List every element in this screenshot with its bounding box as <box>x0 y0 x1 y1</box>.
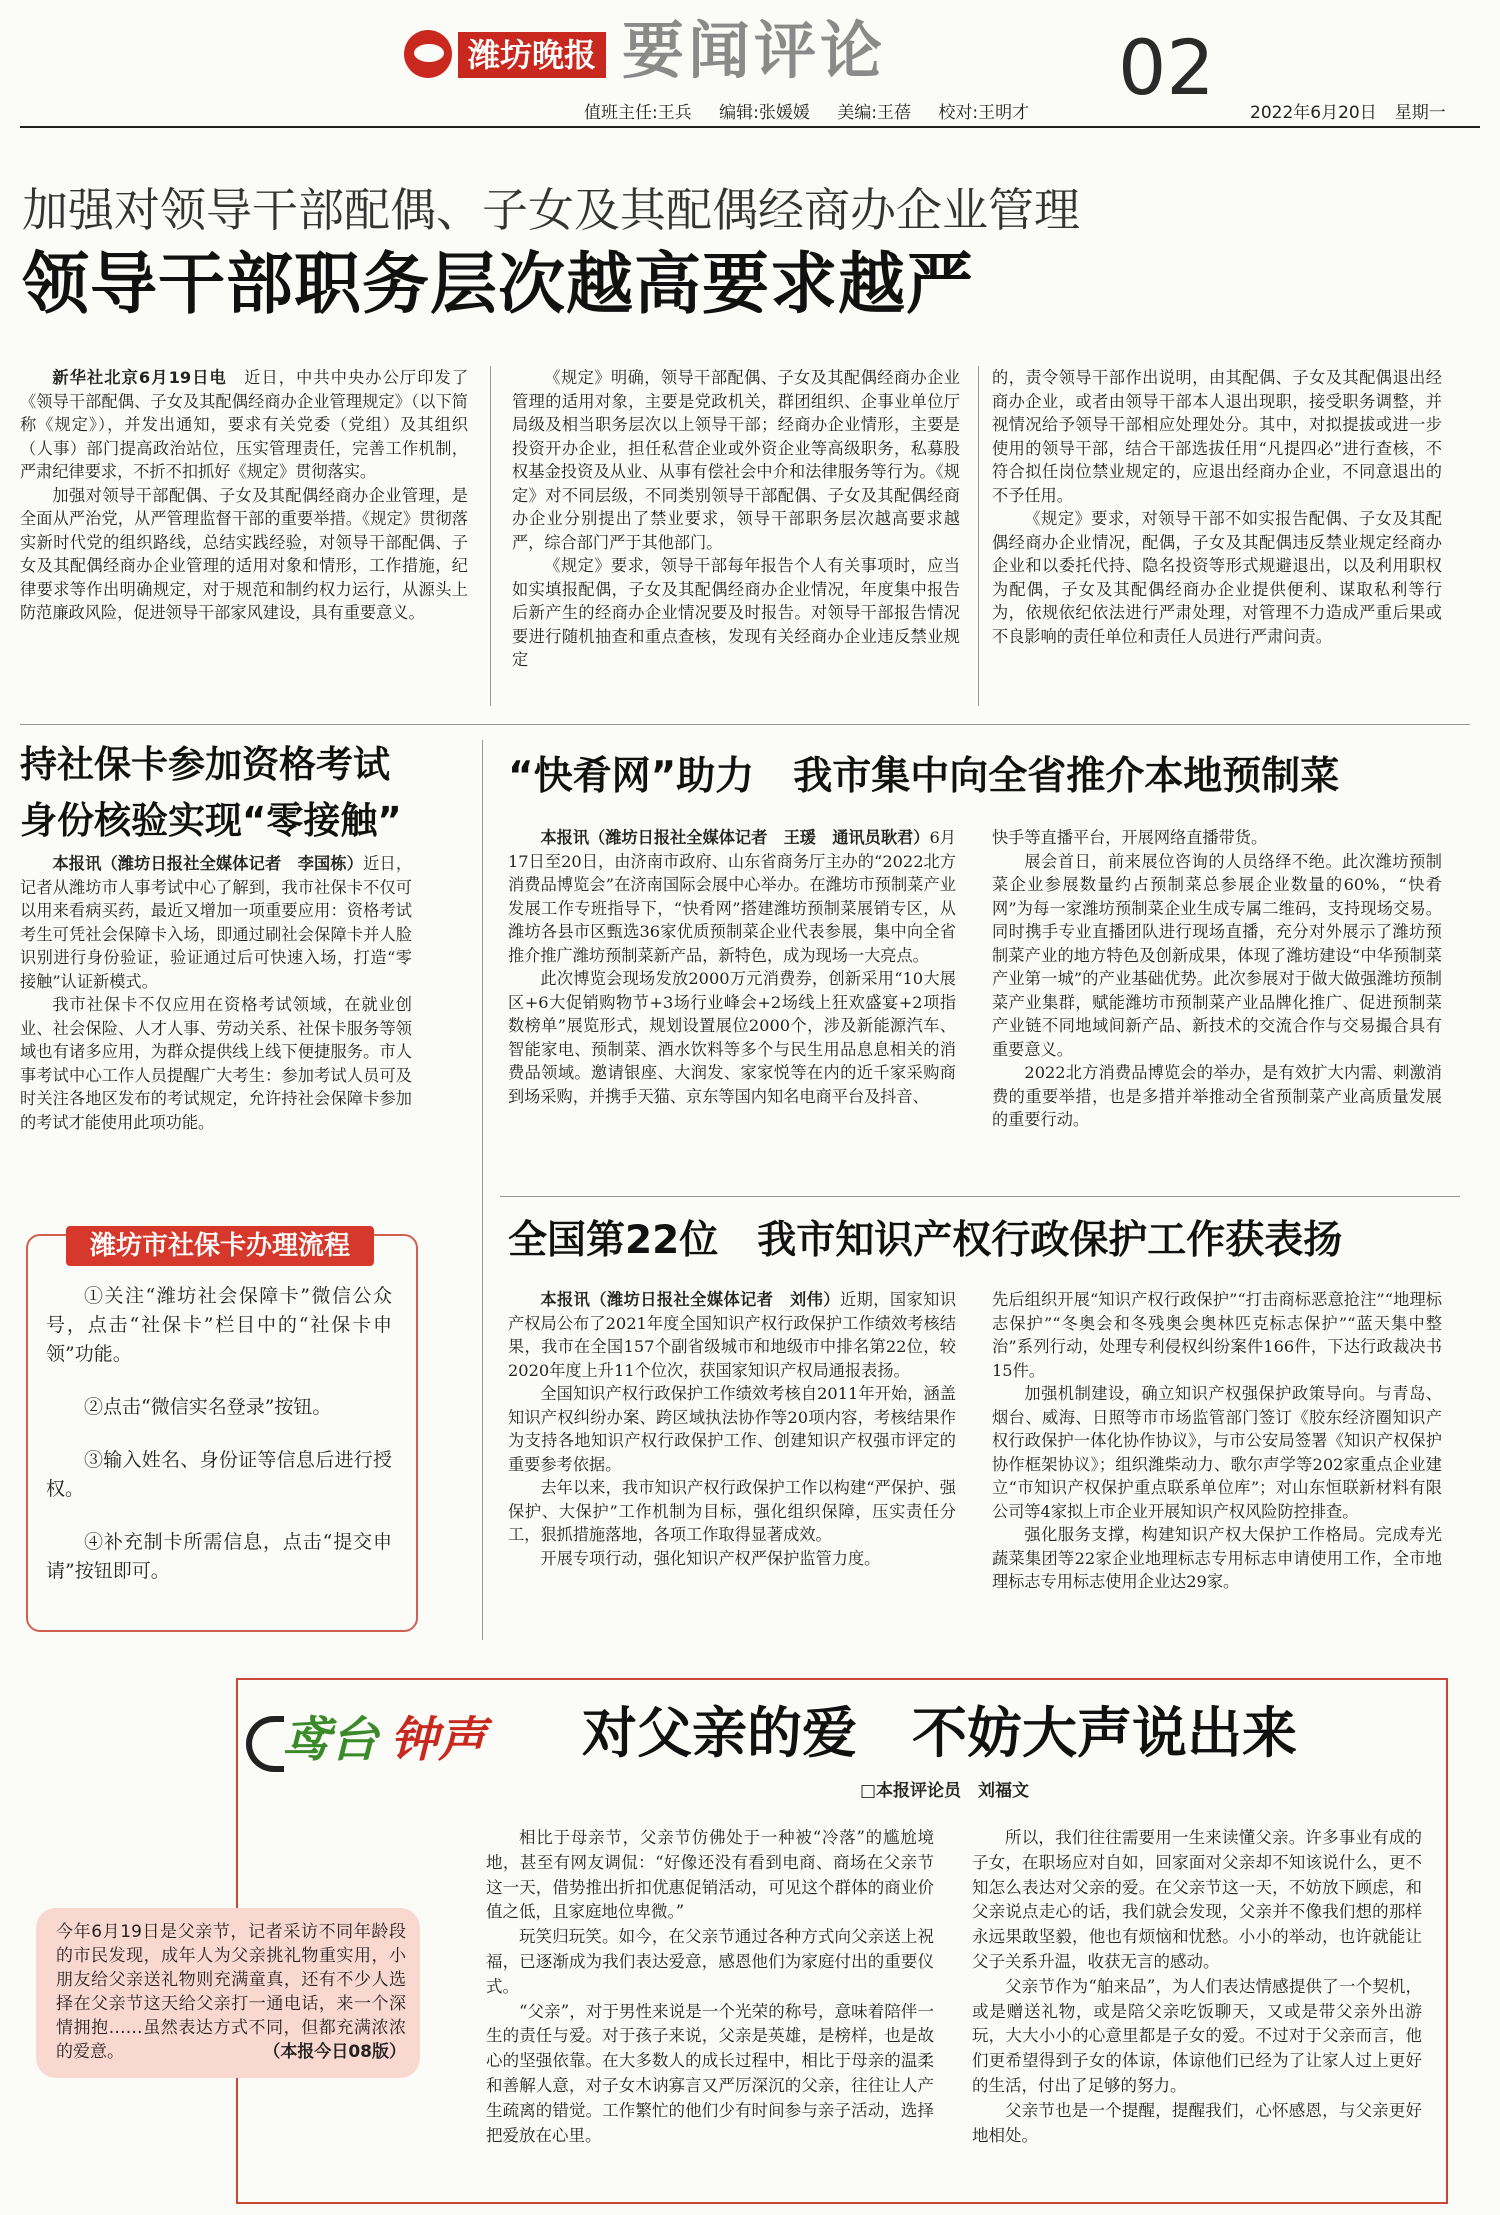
food-headline: “快肴网”助力 我市集中向全省推介本地预制菜 <box>508 754 1340 799</box>
teaser-text: 今年6月19日是父亲节，记者采访不同年龄段的市民发现，成年人为父亲挑礼物重实用，小朋友给父亲送礼物则充满童真，还有不少人选择在父亲节这天给父亲打一通电话，来一个深情拥抱……虽然表达方式不同，但都充满浓浓的爱意。 <box>56 1922 406 2062</box>
ip-paragraph: 全国知识产权行政保护工作绩效考核自2011年开始，涵盖知识产权纠纷办案、跨区域执法协作等20项内容，考核结果作为支持各地知识产权行政保护工作、创建知识产权强市评定的重要参考依据。 <box>508 1384 956 1474</box>
ip-paragraph: 加强机制建设，确立知识产权强保护政策导向。与青岛、烟台、威海、日照等市市场监管部门签订《胶东经济圈知识产权行政保护一体化协作协议》，与市公安局签署《知识产权保护协作框架协议》；组织潍柴动力、歌尔声学等202家重点企业建立“市知识产权保护重点联系单位库”；对山东恒联新材料有限公司等4家拟上市企业开展知识产权风险防控排查。 <box>992 1384 1442 1521</box>
editorial-column-1 <box>486 1826 934 2148</box>
editorial-paragraph: 所以，我们往往需要用一生来读懂父亲。许多事业有成的子女，在职场应对自如，回家面对父亲却不知该说什么，更不知怎么表达对父亲的爱。在父亲节这一天，不妨放下顾虑，和父亲说点走心的话，我们就会发现，父亲并不像我们想的那样永远果敢坚毅，他也有烦恼和忧愁。小小的举动，也许就能让父子关系升温，收获无言的感动。 <box>972 1828 1422 1971</box>
social-headline-line2: 身份核验实现“零接触” <box>20 799 402 842</box>
dateline: 新华社北京6月19日电 <box>52 368 227 387</box>
editorial-headline: 对父亲的爱 不妨大声说出来 <box>582 1701 1298 1765</box>
lead-column-1 <box>20 366 468 625</box>
food-column-2 <box>992 826 1442 1132</box>
editor-credit: 校对:王明才 <box>938 103 1030 123</box>
brand-text-red: 钟声 <box>390 1712 487 1768</box>
food-paragraph: 2022北方消费品博览会的举办，是有效扩大内需、刺激消费的重要举措，也是多措并举推动全省预制菜产业高质量发展的重要行动。 <box>992 1063 1442 1129</box>
social-paragraph: 我市社保卡不仅应用在资格考试领域，在就业创业、社会保险、人才人事、劳动关系、社保卡服务等领域也有诸多应用，为群众提供线上线下便捷服务。市人事考试中心工作人员提醒广大考生：参加考试人员可及时关注各地区发布的考试规定，允许持社会保障卡参加的考试才能使用此项功能。 <box>20 995 412 1132</box>
page-number: 02 <box>1118 23 1215 112</box>
father-day-teaser[interactable] <box>36 1908 420 2078</box>
editorial-paragraph: “父亲”，对于男性来说是一个光荣的称号，意味着陪伴一生的责任与爱。对于孩子来说，父亲是英雄，是榜样，也是故心的坚强依靠。在大多数人的成长过程中，相比于母亲的温柔和善解人意，对子女木讷寡言又严厉深沉的父亲，往往让人产生疏离的错觉。工作繁忙的他们少有时间参与亲子活动，选择把爱放在心里。 <box>486 2001 934 2145</box>
process-step: ④补充制卡所需信息，点击“提交申请”按钮即可。 <box>46 1531 392 1582</box>
process-title: 潍坊市社保卡办理流程 <box>66 1226 374 1266</box>
process-step: ②点击“微信实名登录”按钮。 <box>84 1396 332 1418</box>
editorial-paragraph: 父亲节作为“舶来品”，为人们表达情感提供了一个契机，或是赠送礼物，或是陪父亲吃饭聊天，又或是带父亲外出游玩，大大小小的心意里都是子女的爱。不过对于父亲而言，他们更希望得到子女的体谅，体谅他们已经为了让家人过上更好的生活，付出了足够的努力。 <box>972 1976 1422 2095</box>
editorial-paragraph: 父亲节也是一个提醒，提醒我们，心怀感恩，与父亲更好地相处。 <box>972 2100 1422 2145</box>
process-step: ③输入姓名、身份证等信息后进行授权。 <box>46 1449 392 1500</box>
food-paragraph: 此次博览会现场发放2000万元消费券，创新采用“10大展区+6大促销购物节+3场行业峰会+2场线上狂欢盛宴+2项指数榜单”展览形式，规划设置展位2000个，涉及新能源汽车、智能家电、预制菜、酒水饮料等多个与民生用品息息相关的消费品领域。邀请银座、大润发、家家悦等在内的近千家采购商到场采购，并携手天猫、京东等国内知名电商平台及抖音、 <box>508 969 956 1106</box>
social-body <box>20 852 412 1134</box>
lead-column-3 <box>992 366 1442 648</box>
lead-paragraph: 近日，中共中央办公厅印发了《领导干部配偶、子女及其配偶经商办企业管理规定》（以下简称《规定》），并发出通知，要求有关党委（党组）及其组织（人事）部门提高政治站位，压实管理责任，完善工作机制，严肃纪律要求，不折不扣抓好《规定》贯彻落实。 <box>20 368 469 481</box>
lead-paragraph: 加强对领导干部配偶、子女及其配偶经商办企业管理，是全面从严治党，从严管理监督干部的重要举措。《规定》贯彻落实新时代党的组织路线，总结实践经验，对领导干部配偶、子女及其配偶经商办企业管理的适用对象和情形，工作措施，纪律要求等作出明确规定，对于规范和制约权力运行，从源头上防范廉政风险，促进领导干部家风建设，具有重要意义。 <box>20 485 468 622</box>
bell-icon <box>246 1716 284 1772</box>
paper-name: 潍坊晚报 <box>458 32 606 78</box>
social-byline: 本报讯（潍坊日报社全媒体记者 李国栋） <box>52 854 364 873</box>
ip-paragraph: 强化服务支撑，构建知识产权大保护工作格局。完成寿光蔬菜集团等22家企业地理标志专用标志申请使用工作，全市地理标志专用标志使用企业达29家。 <box>992 1525 1442 1591</box>
teaser-source: （本报今日08版） <box>263 2042 406 2062</box>
paper-logo-icon <box>404 30 452 78</box>
social-headline-line1: 持社保卡参加资格考试 <box>20 743 390 786</box>
section-title: 要闻评论 <box>622 14 887 87</box>
process-steps <box>46 1282 392 1610</box>
date-text: 2022年6月20日 <box>1250 103 1377 123</box>
lead-headline: 领导干部职务层次越高要求越严 <box>22 245 974 323</box>
editorial-paragraph: 玩笑归玩笑。如今，在父亲节通过各种方式向父亲送上祝福，已逐渐成为我们表达爱意，感恩他们为家庭付出的重要仪式。 <box>486 1927 934 1996</box>
lead-paragraph: 《规定》明确，领导干部配偶、子女及其配偶经商办企业管理的适用对象，主要是党政机关，群团组织、企事业单位厅局级及相当职务层次以上领导干部；经商办企业情形，主要是投资开办企业，担任私营企业或外资企业等高级职务，私募股权基金投资及从业、从事有偿社会中介和法律服务等行为。《规定》对不同层级，不同类别领导干部配偶、子女及其配偶经商办企业分别提出了禁业要求，领导干部职务层次越高要求越严，综合部门严于其他部门。 <box>512 368 960 552</box>
editor-credits <box>584 98 1051 123</box>
ip-paragraph: 近期，国家知识产权局公布了2021年度全国知识产权行政保护工作绩效考核结果，我市在全国157个副省级城市和地级市中排名第22位，较2020年度上升11个位次，获国家知识产权局通报表扬。 <box>508 1290 957 1380</box>
column-rule <box>978 366 979 706</box>
editor-credit: 编辑:张媛媛 <box>719 103 810 123</box>
ip-paragraph: 去年以来，我市知识产权行政保护工作以构建“严保护、强保护、大保护”工作机制为目标，强化组织保障，压实责任分工，狠抓措施落地，各项工作取得显著成效。 <box>508 1478 956 1544</box>
lead-paragraph: 《规定》要求，领导干部每年报告个人有关事项时，应当如实填报配偶，子女及其配偶经商办企业情况，年度集中报告后新产生的经商办企业情况要及时报告。对领导干部报告情况要进行随机抽查和重点查核，发现有关经商办企业违反禁业规定 <box>512 556 960 669</box>
lead-kicker: 加强对领导干部配偶、子女及其配偶经商办企业管理 <box>22 183 1080 237</box>
lead-paragraph: 《规定》要求，对领导干部不如实报告配偶、子女及其配偶经商办企业情况，配偶，子女及其配偶违反禁业规定经商办企业和以委托代持、隐名投资等形式规避退出，以及利用职权为配偶，子女及其配偶经商办企业提供便利、谋取私利等行为，依规依纪依法进行严肃处理，对管理不力造成严重后果或不良影响的责任单位和责任人员进行严肃问责。 <box>992 509 1442 646</box>
ip-byline: 本报讯（潍坊日报社全媒体记者 刘伟） <box>540 1290 840 1309</box>
editorial-paragraph: 相比于母亲节，父亲节仿佛处于一种被“冷落”的尴尬境地，甚至有网友调侃：“好像还没有看到电商、商场在父亲节这一天，借势推出折扣优惠促销活动，可见这个群体的商业价值之低，且家庭地位卑微。” <box>486 1828 934 1922</box>
column-brand <box>246 1700 508 1784</box>
masthead-rule <box>20 126 1480 128</box>
ip-column-2 <box>992 1288 1442 1594</box>
issue-date <box>1250 98 1464 123</box>
ip-paragraph: 开展专项行动，强化知识产权严保护监管力度。 <box>540 1548 881 1568</box>
section-rule <box>20 724 1470 725</box>
food-paragraph: 快手等直播平台，开展网络直播带货。 <box>992 828 1268 847</box>
ip-headline: 全国第22位 我市知识产权行政保护工作获表扬 <box>508 1218 1343 1263</box>
editorial-column-2 <box>972 1826 1422 2148</box>
weekday-text: 星期一 <box>1394 103 1446 123</box>
ip-paragraph: 先后组织开展“知识产权行政保护”“打击商标恶意抢注”“地理标志保护”“冬奥会和冬残奥会奥林匹克标志保护”“蓝天集中整治”系列行动，处理专利侵权纠纷案件166件，下达行政裁决书15件。 <box>992 1290 1442 1380</box>
editor-credit: 值班主任:王兵 <box>584 103 692 123</box>
column-rule <box>482 740 483 1640</box>
section-rule <box>500 1196 1460 1197</box>
teaser-connector <box>236 1788 238 1910</box>
food-byline: 本报讯（潍坊日报社全媒体记者 王瑗 通讯员耿君） <box>540 828 930 847</box>
social-paragraph: 近日，记者从潍坊市人事考试中心了解到，我市社保卡不仅可以用来看病买药，最近又增加一项重要应用：资格考试考生可凭社会保障卡入场，即通过刷社会保障卡并人脸识别进行身份验证，验证通过后可快速入场，打造“零接触”认证新模式。 <box>20 854 413 991</box>
column-rule <box>490 366 491 706</box>
lead-paragraph: 的，责令领导干部作出说明，由其配偶、子女及其配偶退出经商办企业，或者由领导干部本人退出现职，接受职务调整，并视情况给予领导干部相应处理处分。其中，对拟提拔或进一步使用的领导干部，结合干部选拔任用“凡提四必”进行查核，不符合拟任岗位禁业规定的，应退出经商办企业，不同意退出的不予任用。 <box>992 368 1442 505</box>
food-paragraph: 6月17日至20日，由济南市政府、山东省商务厅主办的“2022北方消费品博览会”在济南国际会展中心举办。在潍坊市预制菜产业发展工作专班指导下，“快肴网”搭建潍坊预制菜展销专区，从潍坊各县市区甄选36家优质预制菜企业代表参展，集中向全省推介推广潍坊预制菜新产品，新特色，成为现场一大亮点。 <box>508 828 956 965</box>
editor-credit: 美编:王蓓 <box>837 103 912 123</box>
food-paragraph: 展会首日，前来展位咨询的人员络绎不绝。此次潍坊预制菜企业参展数量约占预制菜总参展企业数量的60%，“快肴网”为每一家潍坊预制菜企业生成专属二维码，支持现场交易。同时携手专业直播团队进行现场直播，充分对外展示了潍坊预制菜产业的地方特色及创新成果，体现了潍坊建设“中华预制菜产业第一城”的产业基础优势。此次参展对于做大做强潍坊预制菜产业集群，赋能潍坊市预制菜产业品牌化推广、促进预制菜产业链不同地域间新产品、新技术的交流合作与交易撮合具有重要意义。 <box>992 851 1442 1059</box>
ip-column-1 <box>508 1288 956 1570</box>
process-step: ①关注“潍坊社会保障卡”微信公众号，点击“社保卡”栏目中的“社保卡申领”功能。 <box>46 1285 392 1365</box>
lead-column-2 <box>512 366 960 672</box>
editorial-byline: □本报评论员 刘福文 <box>860 1781 1030 1801</box>
brand-text-green: 鸢台 <box>282 1712 379 1768</box>
food-column-1 <box>508 826 956 1108</box>
